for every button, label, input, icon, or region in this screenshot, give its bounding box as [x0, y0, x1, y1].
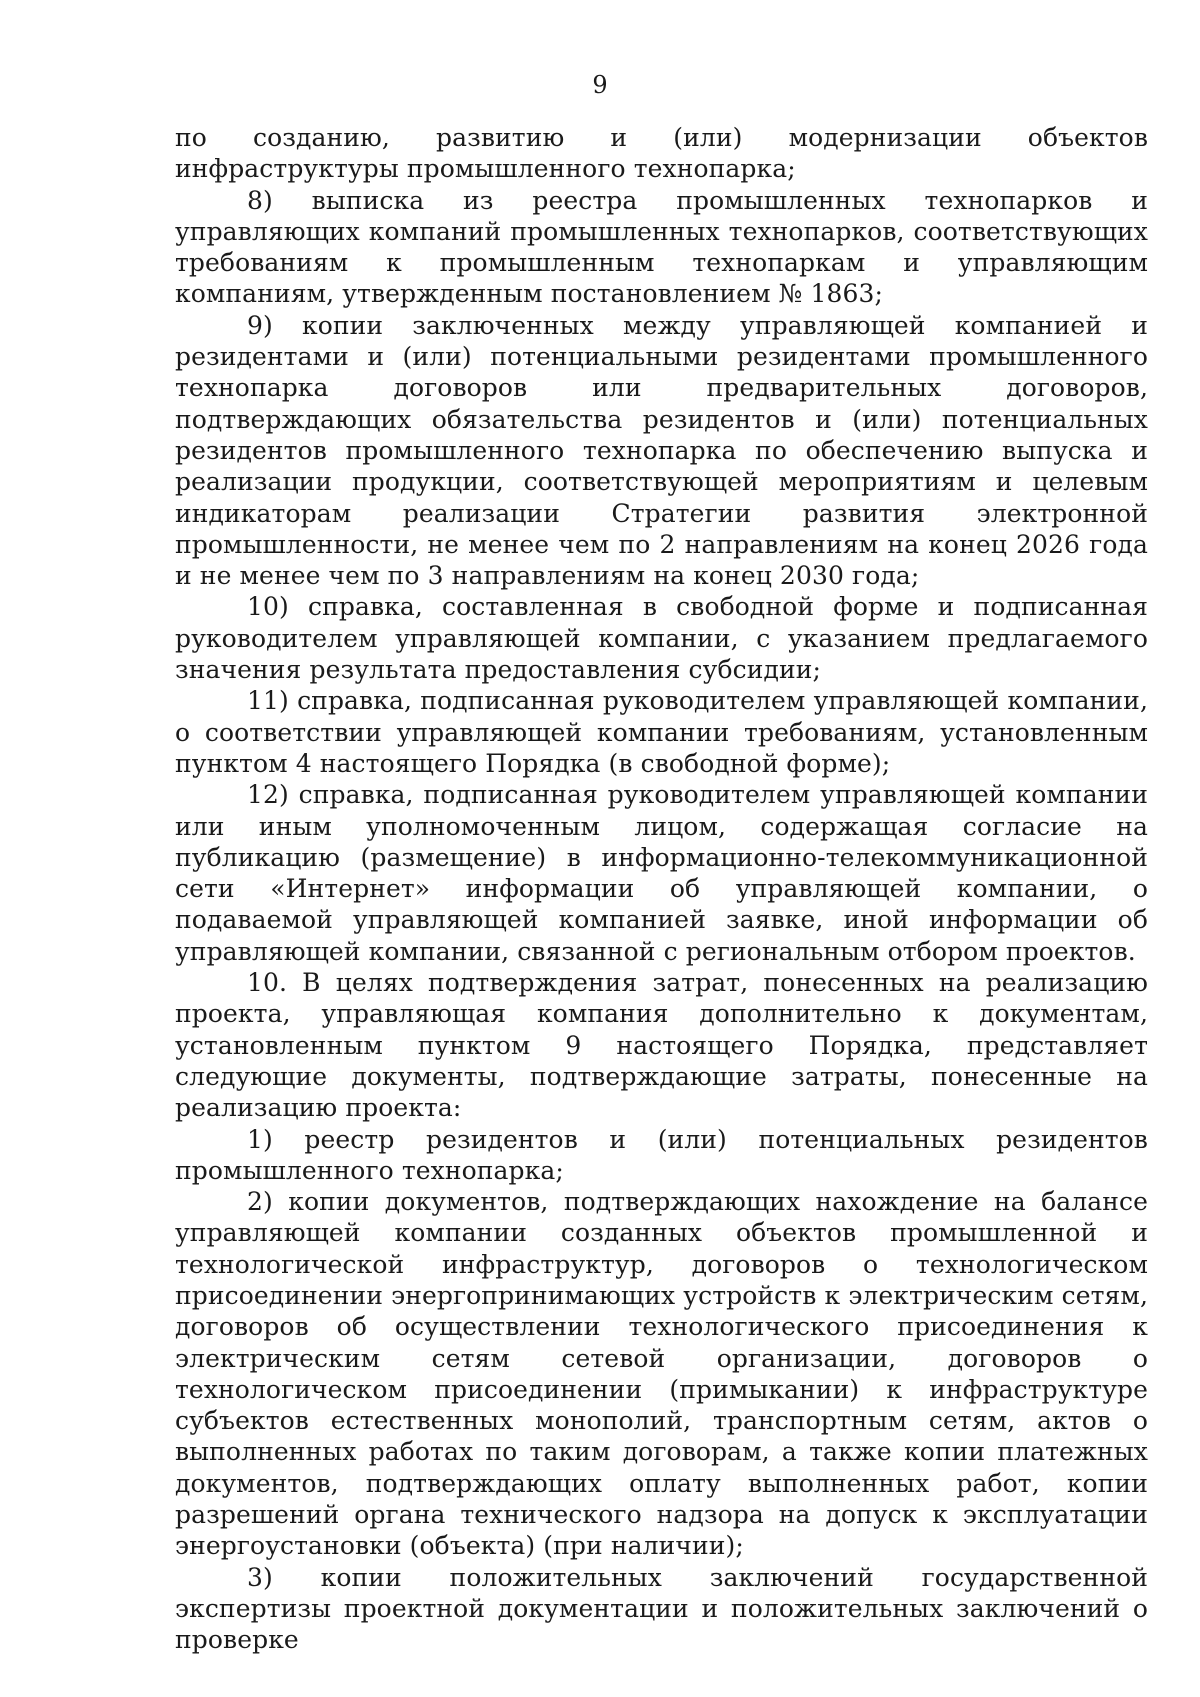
sub-item-1: 1) реестр резидентов и (или) потенциальных резидентов промышленного технопарка; [175, 1124, 1148, 1185]
list-item-11: 11) справка, подписанная руководителем управляющей компании, о соответствии управляющей компании требованиям, установленным пунктом 4 настоящего Порядка (в свободной форме); [175, 686, 1148, 778]
list-item-9: 9) копии заключенных между управляющей компанией и резидентами и (или) потенциальными резидентами промышленного технопарка договоров или предварительных договоров, подтверждающих обязательства резидентов и (или) потенциальных резидентов промышленного технопарка по обеспечению выпуска и реализации продукции, соответствующей мероприятиям и целевым индикаторам реализации Стратегии развития электронной промышленности, не менее чем по 2 направлениям на конец 2026 года и не менее чем по 3 направлениям на конец 2030 года; [175, 310, 1148, 591]
page-number: 9 [592, 71, 608, 99]
list-item-12: 12) справка, подписанная руководителем управляющей компании или иным уполномоченным лицом, содержащая согласие на публикацию (размещение) в информационно-телекоммуникационной сети «Интернет» информации об управляющей компании, о подаваемой управляющей компанией заявке, иной информации об управляющей компании, связанной с региональным отбором проектов. [175, 780, 1148, 966]
section-10-paragraph: 10. В целях подтверждения затрат, понесенных на реализацию проекта, управляющая компания дополнительно к документам, установленным пунктом 9 настоящего Порядка, представляет следующие документы, подтверждающие затраты, понесенные на реализацию проекта: [175, 968, 1148, 1123]
list-item-8: 8) выписка из реестра промышленных технопарков и управляющих компаний промышленных технопарков, соответствующих требованиям к промышленным технопаркам и управляющим компаниям, утвержденным постановлением № 1863; [175, 185, 1148, 309]
sub-item-2: 2) копии документов, подтверждающих нахождение на балансе управляющей компании созданных объектов промышленной и технологической инфраструктур, договоров о технологическом присоединении энергопринимающих устройств к электрическим сетям, договоров об осуществлении технологического присоединения к электрическим сетям сетевой организации, договоров о технологическом присоединении (примыкании) к инфраструктуре субъектов естественных монополий, транспортным сетям, актов о выполненных работах по таким договорам, а также копии платежных документов, подтверждающих оплату выполненных работ, копии разрешений органа технического надзора на допуск к эксплуатации энергоустановки (объекта) (при наличии); [175, 1187, 1148, 1561]
paragraph-continuation: по созданию, развитию и (или) модернизации объектов инфраструктуры промышленного технопарка; [175, 123, 1148, 184]
document-body [175, 122, 1148, 1656]
sub-item-3: 3) копии положительных заключений государственной экспертизы проектной документации и положительных заключений о проверке [175, 1562, 1148, 1655]
list-item-10: 10) справка, составленная в свободной форме и подписанная руководителем управляющей компании, с указанием предлагаемого значения результата предоставления субсидии; [175, 592, 1148, 685]
